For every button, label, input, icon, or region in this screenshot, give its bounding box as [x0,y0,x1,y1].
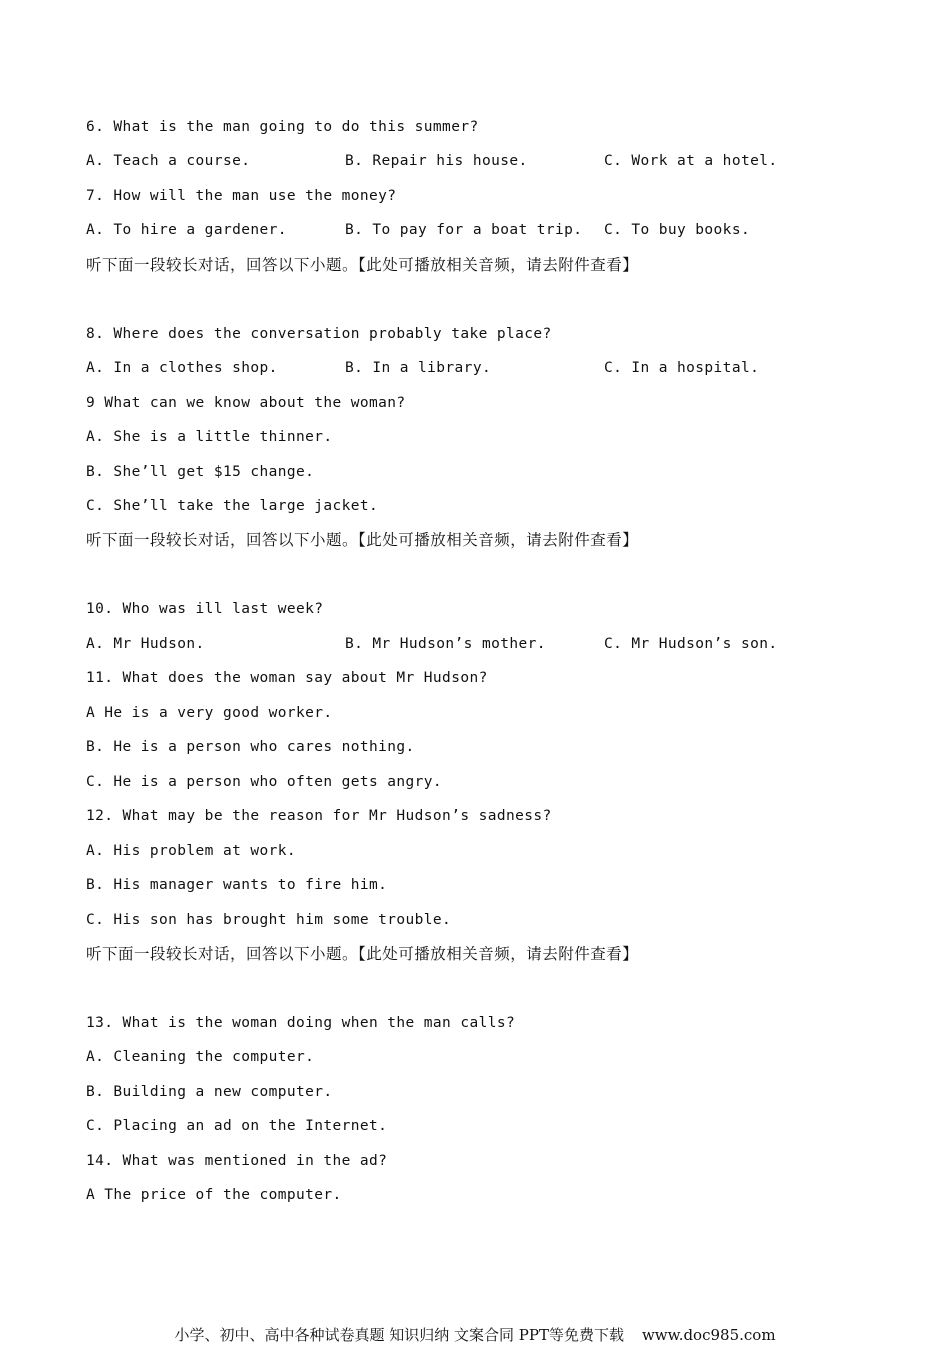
option-b: B. Repair his house. [345,153,528,169]
option-row [86,152,866,170]
option-a: A. In a clothes shop. [86,360,278,376]
option-a: A. Teach a course. [86,153,251,169]
question-line: C. Placing an ad on the Internet. [86,1118,388,1134]
footer-url[interactable]: www.doc985.com [641,1326,776,1344]
question-line: 9 What can we know about the woman? [86,395,406,411]
option-c: C. To buy books. [604,222,751,238]
question-line: B. His manager wants to fire him. [86,877,388,893]
question-line: 12. What may be the reason for Mr Hudson’s sadness? [86,808,552,824]
option-b: B. Mr Hudson’s mother. [345,636,546,652]
question-line: C. He is a person who often gets angry. [86,774,443,790]
question-line: A The price of the computer. [86,1187,342,1203]
option-row [86,635,866,653]
option-row [86,359,866,377]
footer-text: 小学、初中、高中各种试卷真题 知识归纳 文案合同 PPT等免费下载 [174,1326,624,1344]
option-b: B. To pay for a boat trip. [345,222,583,238]
question-line: B. Building a new computer. [86,1084,333,1100]
question-line: 7. How will the man use the money? [86,188,397,204]
option-c: C. Mr Hudson’s son. [604,636,778,652]
question-line: 14. What was mentioned in the ad? [86,1153,388,1169]
option-a: A. Mr Hudson. [86,636,205,652]
page-footer [0,1324,950,1345]
section-instruction: 听下面一段较长对话，回答以下小题。【此处可播放相关音频，请去附件查看】 [86,945,639,963]
question-line: A. Cleaning the computer. [86,1049,315,1065]
option-c: C. In a hospital. [604,360,760,376]
question-line: C. She’ll take the large jacket. [86,498,379,514]
option-a: A. To hire a gardener. [86,222,287,238]
question-line: C. His son has brought him some trouble. [86,912,452,928]
question-line: 6. What is the man going to do this summer? [86,119,479,135]
question-line: 10. Who was ill last week? [86,601,324,617]
question-line: 11. What does the woman say about Mr Hudson? [86,670,488,686]
option-row [86,221,866,239]
section-instruction: 听下面一段较长对话，回答以下小题。【此处可播放相关音频，请去附件查看】 [86,531,639,549]
question-line: B. He is a person who cares nothing. [86,739,415,755]
question-line: A. His problem at work. [86,843,296,859]
option-c: C. Work at a hotel. [604,153,778,169]
section-instruction: 听下面一段较长对话，回答以下小题。【此处可播放相关音频，请去附件查看】 [86,256,639,274]
question-line: B. She’ll get $15 change. [86,464,315,480]
question-line: 8. Where does the conversation probably take place? [86,326,552,342]
option-b: B. In a library. [345,360,492,376]
question-line: A. She is a little thinner. [86,429,333,445]
question-line: A He is a very good worker. [86,705,333,721]
question-line: 13. What is the woman doing when the man calls? [86,1015,516,1031]
